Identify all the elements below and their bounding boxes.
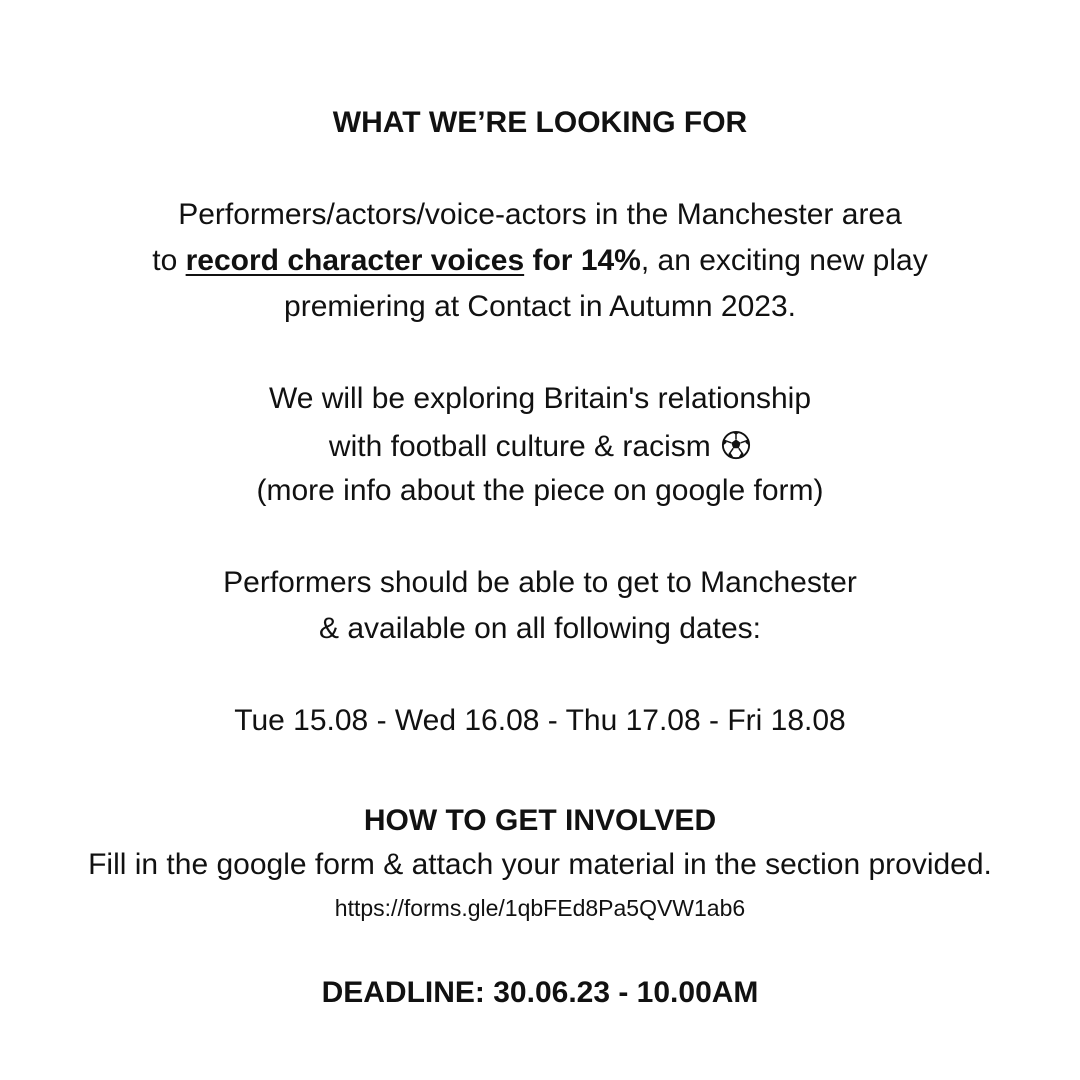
- intro-line-3: premiering at Contact in Autumn 2023.: [284, 290, 796, 323]
- exploring-line-3: (more info about the piece on google form): [256, 474, 824, 507]
- record-character-voices-text: record character voices: [185, 244, 525, 277]
- intro-line-2-prefix: to: [152, 244, 186, 277]
- intro-line-2-suffix: , an exciting new play: [640, 244, 928, 277]
- looking-for-heading: WHAT WE’RE LOOKING FOR: [332, 106, 748, 139]
- deadline-heading: DEADLINE: 30.06.23 - 10.00AM: [321, 976, 759, 1009]
- requirements-line-2: & available on all following dates:: [319, 612, 761, 645]
- dates-line: Tue 15.08 - Wed 16.08 - Thu 17.08 - Fri 18.08: [234, 704, 846, 737]
- form-url-link[interactable]: https://forms.gle/1qbFEd8Pa5QVW1ab6: [334, 895, 746, 921]
- intro-line-2: [0, 246, 1080, 276]
- play-title-text: for 14%: [524, 244, 641, 277]
- exploring-line-2: [0, 430, 1080, 462]
- requirements-line-1: Performers should be able to get to Manchester: [223, 566, 857, 599]
- exploring-line-2-text: with football culture & racism: [328, 430, 711, 463]
- exploring-line-1: We will be exploring Britain's relationship: [268, 382, 812, 415]
- intro-line-1: Performers/actors/voice-actors in the Manchester area: [178, 198, 902, 231]
- instructions-line: Fill in the google form & attach your material in the section provided.: [88, 848, 992, 881]
- get-involved-heading: HOW TO GET INVOLVED: [363, 804, 717, 837]
- football-icon: [721, 430, 751, 460]
